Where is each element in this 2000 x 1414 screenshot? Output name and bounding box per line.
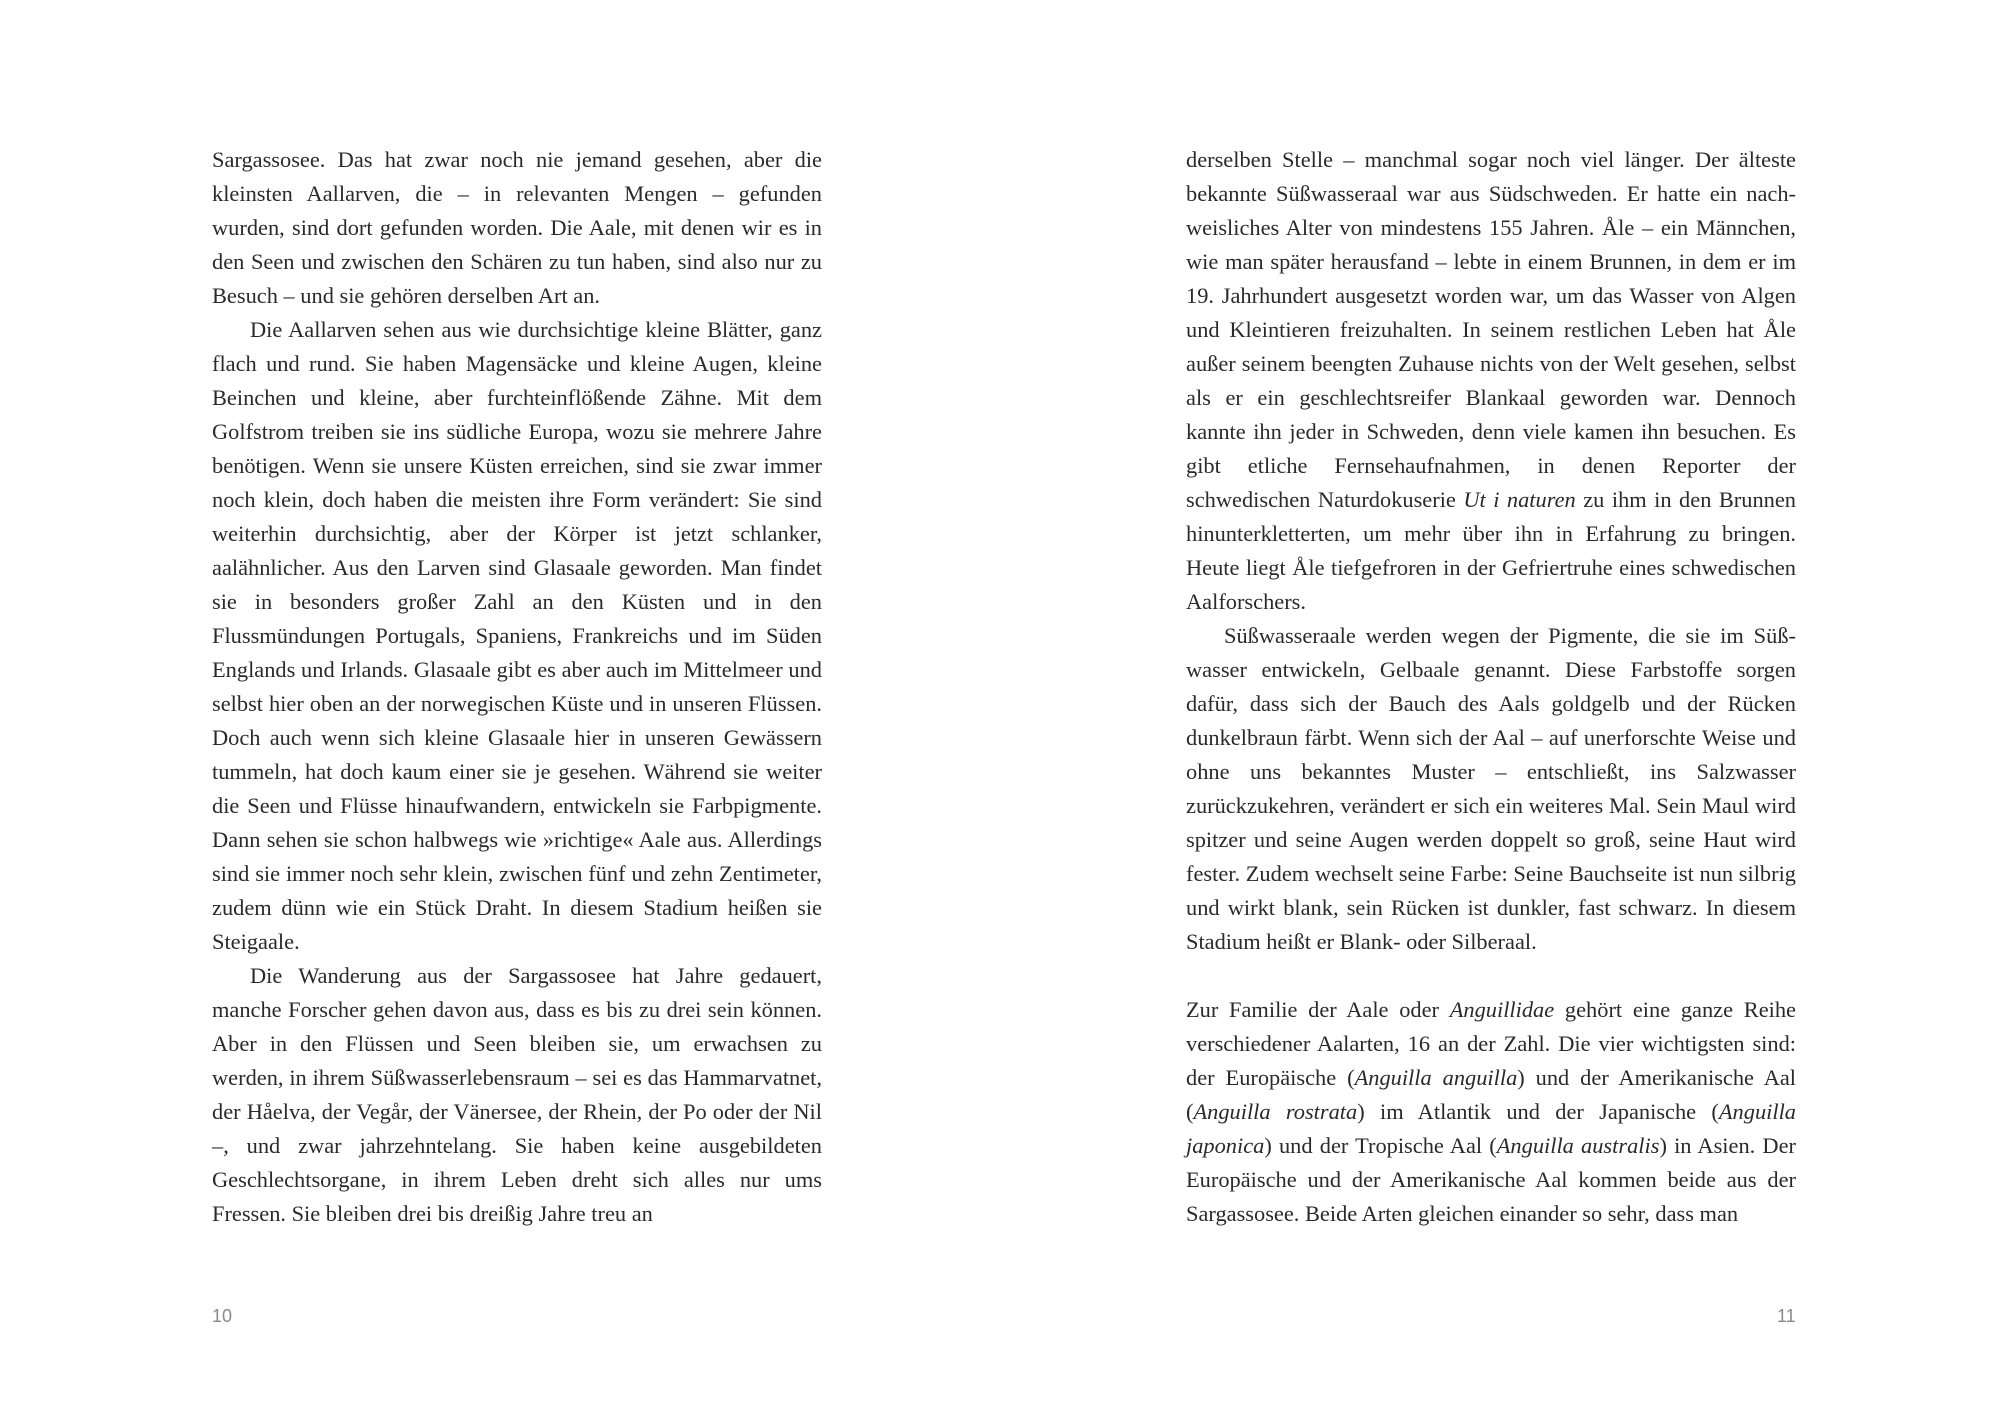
page-number: 10 xyxy=(212,1306,233,1326)
italic-term: Anguilla australis xyxy=(1496,1133,1660,1158)
paragraph xyxy=(1186,143,1796,619)
italic-term: Anguillidae xyxy=(1449,997,1555,1022)
italic-title: Ut i naturen xyxy=(1463,487,1576,512)
text-run: zu ihm in den Brunnen hinunterkletterten, um mehr über ihn in Erfahrung zu bringen. Heute liegt Åle tiefgefroren in der Gefriertruhe eines schwedischen Aalforschers. xyxy=(1186,487,1796,614)
text-run: ) im Atlantik und der Japanische ( xyxy=(1357,1099,1719,1124)
italic-term: Anguilla anguilla xyxy=(1354,1065,1518,1090)
right-page-body xyxy=(1186,143,1796,1231)
paragraph: Die Aallarven sehen aus wie durchsichtige kleine Blätter, ganz flach und rund. Sie haben Magensäcke und kleine Augen, kleine Beinchen und kleine, aber furchteinflößende Zähne. Mit dem Golfstrom treiben sie ins südliche Europa, wozu sie mehrere Jahre benötigen. Wenn sie unsere Küsten erreichen, sind sie zwar immer noch klein, doch haben die meisten ihre Form verändert: Sie sind weiterhin durchsichtig, aber der Körper ist jetzt schlanker, aalähnlicher. Aus den Larven sind Glasaale geworden. Man findet sie in besonders großer Zahl an den Küsten und in den Flussmündungen Portugals, Spaniens, Frankreichs und im Süden Englands und Irlands. Glasaale gibt es aber auch im Mittelmeer und selbst hier oben an der norwegischen Küste und in unseren Flüssen. Doch auch wenn sich kleine Glasaale hier in unseren Gewässern tummeln, hat doch kaum einer sie je gesehen. Während sie weiter die Seen und Flüsse hinaufwandern, entwickeln sie Farbpigmente. Dann sehen sie schon halbwegs wie »richtige« Aale aus. Allerdings sind sie immer noch sehr klein, zwischen fünf und zehn Zentimeter, zudem dünn wie ein Stück Draht. In diesem Stadium heißen sie Steigaale. xyxy=(212,317,822,954)
paragraph: Sargassosee. Das hat zwar noch nie jemand gesehen, aber die kleinsten Aallarven, die – in relevanten Mengen – gefunden wurden, sind dort gefunden worden. Die Aale, mit denen wir es in den Seen und zwischen den Schären zu tun haben, sind also nur zu Besuch – und sie gehören derselben Art an. xyxy=(212,147,822,308)
paragraph: Die Wanderung aus der Sargassosee hat Jahre gedauert, manche Forscher gehen davon aus, dass es bis zu drei sein können. Aber in den Flüssen und Seen bleiben sie, um erwachsen zu werden, in ihrem Süßwasserlebensraum – sei es das Hammarvatnet, der Håelva, der Vegår, der Vänersee, der Rhein, der Po oder der Nil –, und zwar jahrzehntelang. Sie haben keine ausgebildeten Geschlechtsorgane, in ihrem Leben dreht sich alles nur ums Fressen. Sie bleiben drei bis dreißig Jahre treu an xyxy=(212,963,822,1226)
page-number: 11 xyxy=(1777,1306,1796,1326)
text-run: derselben Stelle – manchmal sogar noch viel länger. Der älteste bekannte Süßwasseraal war aus Südschweden. Er hatte ein nachweisliches Alter von mindestens 155 Jahren. Åle – ein Männchen, wie man später herausfand – lebte in einem Brunnen, in dem er im 19. Jahrhundert ausgesetzt worden war, um das Wasser von Algen und Kleintieren freizuhalten. In seinem restlichen Leben hat Åle außer seinem beengten Zuhause nichts von der Welt gesehen, selbst als er ein geschlechtsreifer Blankaal geworden war. Dennoch kannte ihn jeder in Schweden, denn viele kamen ihn besuchen. Es gibt etliche Fernsehaufnahmen, in denen Reporter der schwedischen Naturdokuserie xyxy=(1186,147,1796,512)
text-run: Zur Familie der Aale oder xyxy=(1186,997,1439,1022)
text-run: ) und der Tropische Aal ( xyxy=(1264,1133,1497,1158)
right-page xyxy=(1000,0,2000,1414)
paragraph xyxy=(1186,993,1796,1231)
left-page-body xyxy=(212,143,822,1231)
italic-term: Anguilla japonica xyxy=(1186,1099,1796,1158)
paragraph: Süßwasseraale werden wegen der Pigmente, die sie im Süßwasser entwickeln, Gelbaale genannt. Diese Farbstoffe sorgen dafür, dass sich der Bauch des Aals goldgelb und der Rücken dunkelbraun färbt. Wenn sich der Aal – auf unerforschte Weise und ohne uns bekanntes Muster – entschließt, ins Salzwasser zurückzukehren, verändert er sich ein weiteres Mal. Sein Maul wird spitzer und seine Augen werden doppelt so groß, seine Haut wird fester. Zudem wechselt seine Farbe: Seine Bauchseite ist nun silbrig und wirkt blank, sein Rücken ist dunkler, fast schwarz. In diesem Stadium heißt er Blank- oder Silberaal. xyxy=(1186,623,1796,954)
text-run: gehört eine ganze Reihe verschiedener Aalarten, 16 an der Zahl. Die vier wichtigsten sind: der Europäische ( xyxy=(1186,997,1796,1090)
italic-term: Anguilla rostrata xyxy=(1193,1099,1358,1124)
text-run: ) und der Amerikanische Aal ( xyxy=(1186,1065,1797,1124)
text-run: ) in Asien. Der Europäische und der Amerikanische Aal kommen beide aus der Sargassosee. Beide Arten gleichen einander so sehr, dass man xyxy=(1186,1133,1796,1226)
